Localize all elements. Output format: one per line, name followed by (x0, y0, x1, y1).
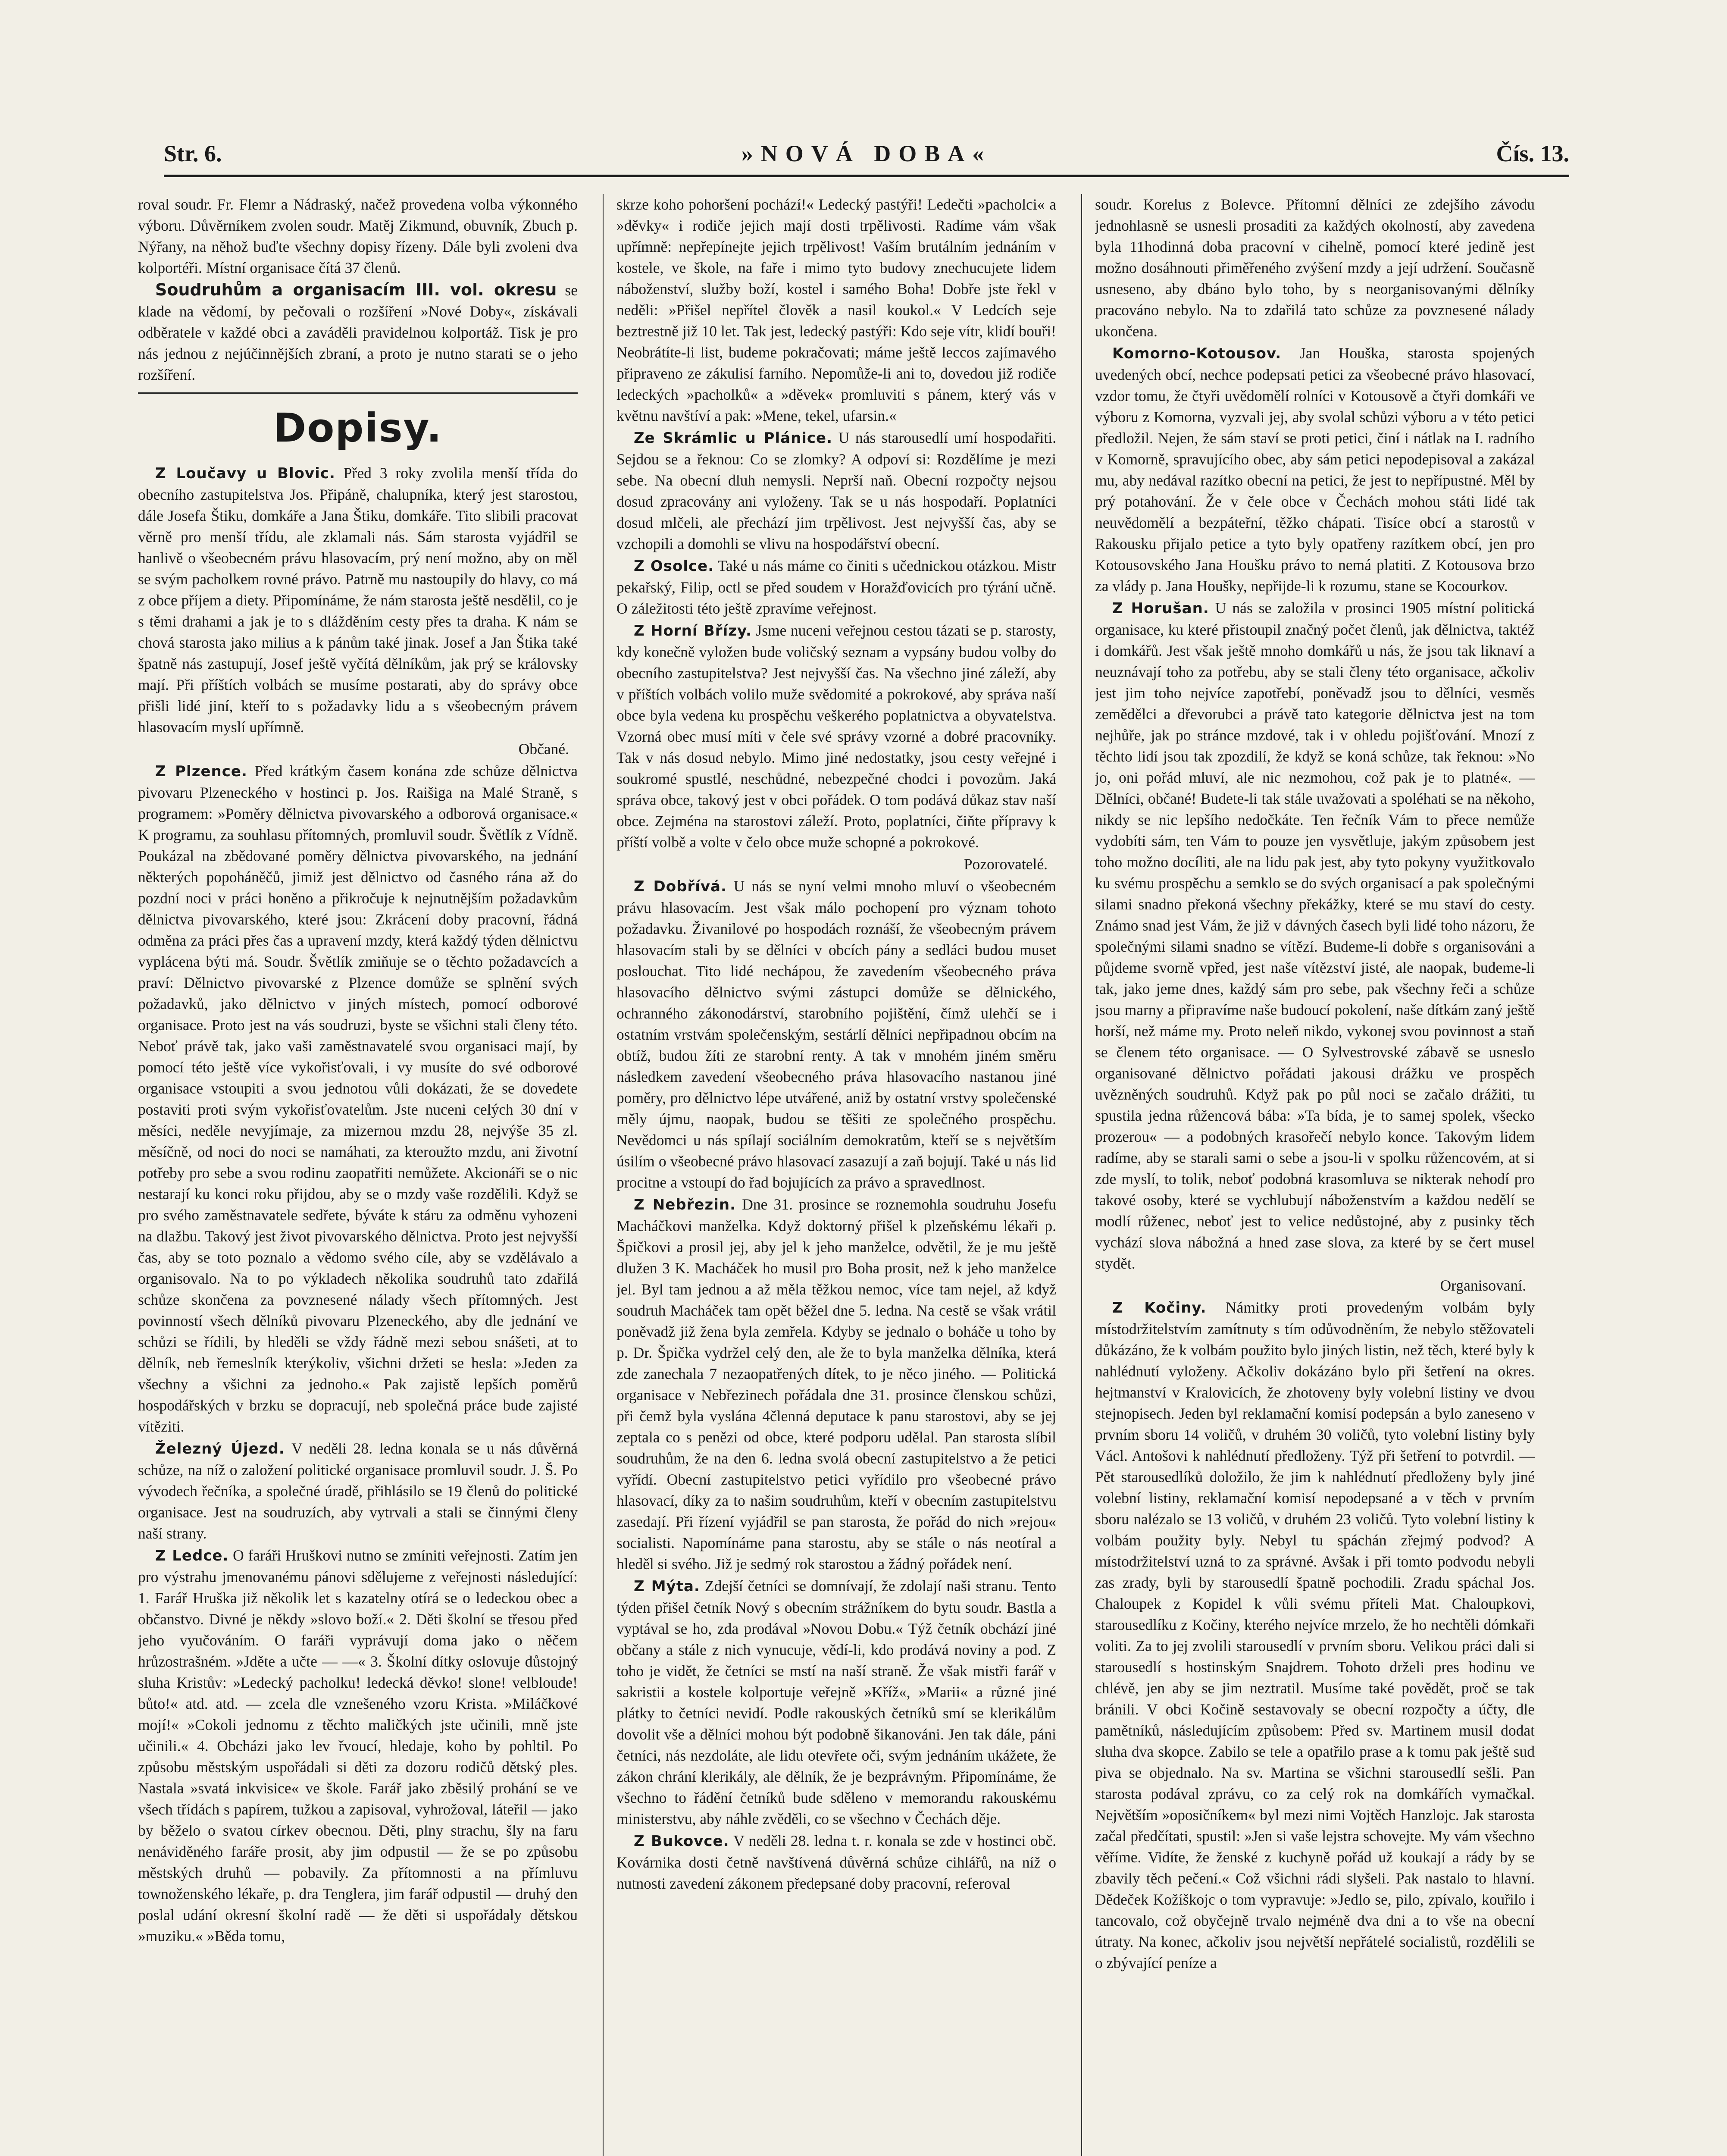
letter-place: Z Plzence. (155, 763, 247, 780)
letter-komorno (1095, 343, 1535, 597)
page-header (164, 127, 1569, 179)
letter-text: Jan Houška, starosta spojených uvedených obcí, nechce podepsati petici za všeobecné právo hlasovací, vzdor tomu, že čtyři uvědomělí rolníci v Kotousově a čtyři domkáři ve výboru z Komorna, vyzvali jej, aby svolal schůzi výboru a v této petici předložil. Nejen, že sám staví se proti petici, činí i nátlak na I. radního v Komorně, spravujícího obec, aby sám petici nepodepisoval a zakázal mu, aby nedával razítko obecní na petici, že jest to nepřípustné. Měl by prý potahování. Že v čele obce v Čechách mohou státi lidé tak neuvědomělí a bezpáteřní, těžko chápati. Tisíce obcí a starostů v Rakousku přijalo petice a tyto byly opatřeny razítkem obcí, jen pro Kotousovského Jana Houšku právo to nemá platiti. Z Kotousova brzo za vlády p. Jana Houšky, nepřijde-li k rozumu, stane se Kocourkov. (1095, 345, 1535, 595)
article-continuation: roval soudr. Fr. Flemr a Nádraský, načež provedena volba výkonného výboru. Důvěrníkem zvolen soudr. Matěj Zikmund, obuvník, Zbuch p. Nýřany, na něhož buďte všechny dopisy řízeny. Dále byli zvoleni dva kolportéři. Místní organisace čítá 37 členů. (138, 196, 578, 276)
column-3 (1095, 194, 1535, 2156)
letter-myto (616, 1576, 1056, 1830)
letter-place: Ze Skrámlic u Plánice. (634, 429, 833, 447)
letter-bukovec (616, 1830, 1056, 1894)
letter-bukovec-continued: soudr. Korelus z Bolevce. Přítomní dělníci ze zdejšího závodu jednohlasně se usnesli prosaditi za každých okolností, aby zavedena byla 11hodinná doba pracovní v cihelně, pomocí které jedině jest možno dosáhnouti přiměřeného zvýšení mzdy a její udržení. Současně usneseno, aby dbáno bylo toho, by s neorganisovanými dělníky pracováno nebylo. Na to zdařilá tato schůze za povznesené nálady ukončena. (1095, 196, 1535, 340)
letter-text: U nás se nyní velmi mnoho mluví o všeobecném právu hlasovacím. Jest však málo pochopení pro význam tohoto požadavku. Živanilové po hospodách roznáší, že všeobecným právem hlasovacím stali by se dělníci v obcích pány a sedláci budou muset poslouchat. Tito lidé nechápou, že zavedením všeobecného práva hlasovacího dělnictvo svými zástupci domůže se dělnického, ochranného zákonodárství, starobního pojištění, čímž ulehčí se i ostatním vrstvám společenským, sestárlí dělníci nepřipadnou obcím na obtíž, budou žíti ze starobní renty. A tak v mnohém jiném směru následkem zavedení všeobecného práva hlasovacího nastanou jiné poměry, pro dělnictvo lépe utvářené, aniž by ostatní vrstvy společenské měly újmu, naopak, budou se těšiti ze společného prospěchu. Nevědomci u nás spílají sociálním demokratům, kteří se s největším úsilím o všeobecné právo hlasovací zasazují a zaň bojují. Také u nás lid procitne a vstoupí do řad bojujících za právo a spravedlnost. (616, 877, 1056, 1191)
letter-signature: Organisovaní. (1440, 1277, 1526, 1294)
letter-text: Dne 31. prosince se roznemohla soudruhu Josefu Macháčkovi manželka. Když doktorný přišel k plzeňskému lékaři p. Špičkovi a prosil jej, aby jel k jeho manželce, odvětil, že je mu ještě dlužen 3 K. Macháček ho musil pro Boha prosit, než k jeho manželce jel. Byl tam jednou a až měla těžkou nemoc, více tam nejel, až když soudruh Macháček tam opět běžel dne 5. ledna. Na cestě se však vrátil poněvadž již žena byla zemřela. Kdyby se jednalo o boháče u toho by p. Dr. Špička vydržel celý den, ale že to byla manželka dělníka, která zde zanechala 7 nezaopatřených dítek, to je něco jiného. — Politická organisace v Nebřezinech pořádala dne 31. prosince členskou schůzi, při čemž byla vyslána 4členná deputace k panu starostovi, aby se jej zeptala co s penězi od obce, které podporu udělal. Pan starosta slíbil soudruhům, že na den 6. ledna svolá obecní zastupitelstvo a že petici vyřídí. Obecní zastupitelstvo petici vyřídilo pro všeobecné právo hlasovací, díky za to našim soudruhům, kteří v obecním zastupitelstvu zasedají. Při řízení vyjádřil se pan starosta, že pořád do nich »rejou« socialisti. Napomínáme pana starostu, aby se stále o nás neotíral a hleděl si svého. Již je sedmý rok starostou a žádný pořádek není. (616, 1196, 1056, 1573)
letter-nebrezin (616, 1194, 1056, 1575)
page-number: Str. 6. (164, 141, 222, 166)
letter-dobriv (616, 876, 1056, 1193)
letter-place: Z Nebřezin. (634, 1196, 736, 1213)
notice-paragraph (138, 279, 578, 385)
letter-kociny (1095, 1297, 1535, 1974)
letter-ledce (138, 1545, 578, 1947)
letter-place: Železný Újezd. (155, 1440, 285, 1457)
section-heading: Dopisy. (273, 405, 443, 451)
letter-place: Z Mýta. (634, 1578, 700, 1595)
notice-text: se klade na vědomí, by pečovali o rozšíření »Nové Doby«, získávali odběratele v každé obci a zaváděli pravidelnou kolportáž. Tisk je pro nás jednou z nejúčinnějších zbraní, a proto je nutno starati se o jeho rozšíření. (138, 282, 578, 383)
letter-text: U nás se založila v prosinci 1905 místní politická organisace, ku které přistoupil značný počet členů, jak dělnictva, taktéž i domkářů. Jest však ještě mnoho domkářů u nás, že jsou tak liknaví a neuznávají toho za potřebu, aby se stali členy této organisace, ačkoliv jest jim toho nejvíce zapotřebí, poněvadž jsou to dělníci, vesměs zemědělci a dřevorubci a právě tato kategorie dělnictva jest na tom nejhůře, jak po stránce mzdové, tak i v ohledu pojišťování. Mnozí z těchto lidí jsou tak zpozdilí, že když se koná schůze, tak řeknou: »No jo, oni pořád mluví, ale nic nezmohou, což pak je to platné«. — Dělníci, občané! Budete-li tak stále uvažovati a spoléhati se na někoho, nikdy se nic lepšího nedočkáte. Ten řečník Vám to přece nemůže vydobíti sám, ten Vám to pouze jen vysvětluje, jakým způsobem jest toho možno docíliti, ale na lidu pak jest, aby tyto pokyny využitkovalo ku svému prospěchu a semklo se do svých organisací a pak společnými silami snadno překoná všechny překážky, které se mu staví do cesty. Známo snad jest Vám, že již v dávných časech byli lidé toho názoru, že společnými silami snadno se vítězí. Budeme-li dobře s organisováni a půjdeme svorně vpřed, jest naše vítězství jisté, ale naopak, budeme-li tak, jako jeme dnes, každý sám pro sebe, pak všechny řeči a schůze jsou marny a připravíme naše budoucí pokolení, naše dítkám zaný ještě horší, než máme my. Proto neleň nikdo, vykonej svou povinnost a staň se členem této organisace. — O Sylvestrovské zábavě se usneslo organisované dělnictvo pořádati jakousi drážku ve prospěch uvězněných soudruhů. Když pak po půl noci se začalo drážiti, tu spustila jedna růžencová bába: »Ta bída, je to samej spolek, všecko prozerou« — a podobných krasořečí nebylo konce. Takovým lidem radíme, aby se starali sami o sebe a jsou-li v spolku růžencovém, at si zde myslí, to tolik, neboť podobná krasomluva se nikterak nehodí pro takové osoby, které se vychlubují náboženstvím a každou nedělí se modlí růženec, neboť jest to velice nedůstojné, aby z pusinky těch vychází slova nábožná a hned zase slova, za které by se čert musel stydět. (1095, 599, 1535, 1272)
letter-place: Z Kočiny. (1112, 1299, 1207, 1316)
header-rule (164, 175, 1569, 177)
letter-text: V neděli 28. ledna t. r. konala se zde v hostinci obč. Kovárnika dosti četně navštívená důvěrná schůze cihlářů, na níž o nutnosti zavedení zákonem předepsané doby pracovní, referoval (616, 1832, 1056, 1892)
letter-text: Námitky proti provedeným volbám byly místodržitelstvím zamítnuty s tím odůvodněním, že nebylo stěžovateli důkázáno, že k volbám použito bylo jiných listin, než těch, které byly k nahlédnutí vyloženy. Ačkoliv dokázáno bylo při šetření na okres. hejtmanství v Kralovicích, že zhotoveny byly volební listiny ve dvou stejnopisech. Jeden byl reklamační komisí podepsán a bylo zaneseno v prvním sboru 14 voličů, v druhém 30 voličů, tyto volební listiny byly Václ. Antošovi k nahlédnutí předloženy. Týž při šetření to potvrdil. — Pět starousedlíků doložilo, že jim k nahlédnutí předloženy byly jiné volební listiny, reklamační komisí nepodepsané a v těch v prvním sboru nalézalo se 13 voličů, v druhém 23 voličů. Tyto volební listiny k volbám použity byly. Nebyl tu spáchán zřejmý podvod? A místodržitelství uzná to za správné. Avšak i při tomto podvodu nebyli zas zrady, byli by starousedlí špatně pochodili. Zradu spáchal Jos. Chaloupek z Kopidel k vůli svému příteli Mat. Chaloupkovi, starousedlíku z Kočiny, kterého nejvíce mrzelo, že ho nechtěli dómkaři voliti. Za to jej zvolili starousedlí v prvním sboru. Velikou práci dali si starousedlí s hostinským Snajdrem. Tohoto drželi pres hodinu ve chlévě, jen aby se jim neztratil. Musíme také povědět, proč se tak bránili. V obci Kočině sestavovaly se obecní rozpočty a účty, dle pamětníků, následujícím způsobem: Před sv. Martinem musil dodat sluha dva skopce. Zabilo se tele a opatřilo prase a k tomu pak ještě sud piva se objednalo. Na sv. Martina se všichni starousedlí sešli. Pan starosta podával zprávu, co za celý rok na domkářích vymačkal. Největším »oposičníkem« byl mezi nimi Vojtěch Hanzlojc. Jak starosta začal předčítati, spustil: »Jen si vaše lejstra schovejte. My vám všechno věříme. Vidíte, že ženské z kuchyně pořád už koukají a rády by se zbavily těch pečení.« Což všichni rádi slyšeli. Pak nastalo to hlavní. Dědeček Kožíškojc o tom vypravuje: »Jedlo se, pilo, zpívalo, kouřilo i tancovalo, což obyčejně trvalo nejméně dva dni a to vše na obecní útraty. Na konec, ačkoliv jsou největší nepřátelé socialistů, rozdělili se o zbývající peníze a (1095, 1299, 1535, 1971)
notice-lead: Soudruhům a organisacím III. vol. okresu (155, 280, 557, 299)
letter-place: Komorno-Kotousov. (1112, 345, 1282, 362)
section-rule (138, 392, 578, 394)
letter-plzen (138, 761, 578, 1437)
letter-signature: Občané. (518, 740, 569, 758)
letter-osolce (616, 555, 1056, 619)
letter-horusan (1095, 598, 1535, 1274)
issue-number: Čís. 13. (1496, 141, 1569, 166)
letter-text: Jsme nuceni veřejnou cestou tázati se p. starosty, kdy konečně vyložen bude voličský seznam a vypsány budou volby do obecního zastupitelstva? Jest nejvyšší čas. Na všechno jiné záleží, aby v příštích volbách volilo muže svědomité a pokrokové, aby správa naší obce byla vedena ku prospěchu veškerého poplatnictva a obyvatelstva. Vzorná obec musí míti v čele své správy vzorné a dobré pracovníky. Tak v nás dosud nebylo. Mimo jiné nedostatky, jsou cesty veřejné i soukromé spustlé, neschůdné, nebezpečné chodci i povozům. Jaká správa obce, takový jest v obci pořádek. O tom podává důkaz stav naší obce. Zejména na starostovi záleží. Proto, poplatníci, čiňte přípravy k příští volbě a volte v čelo obce muže schopné a pokrokové. (616, 622, 1056, 851)
letter-signature: Pozorovatelé. (964, 856, 1048, 873)
letter-place: Z Loučavy u Blovic. (155, 465, 335, 482)
letter-text: V neděli 28. ledna konala se u nás důvěrná schůze, na níž o založení politické organisace promluvil soudr. J. Š. Po vývodech řečníka, a společné úradě, přihlásilo se 19 členů do politické organisace. Jest na soudruzích, aby vytrvali a stali se činnými členy naší strany. (138, 1440, 578, 1542)
letter-text: O faráři Hruškovi nutno se zmíniti veřejnosti. Zatím jen pro výstrahu jmenovanému pánovi sdělujeme z veřejnosti následující: 1. Farář Hruška již několik let s kazatelny otírá se o ledeckou obec a občanstvo. Divné je někdy »slovo boží.« 2. Děti školní se třesou před jeho vyučováním. O faráři vyprávují doma jako o něčem hrůzostrašném. »Jděte a učte — —« 3. Školní dítky oslovuje důstojný sluha Kristův: »Ledecký pacholku! ledecká děvko! slone! velbloude! bůto!« atd. atd. — zcela dle vznešeného vzoru Krista. »Miláčkové mojí!« »Cokoli jednomu z těchto maličkých jste učinili, mně jste učinili.« 4. Obcházi jako lev řvoucí, hledaje, koho by pohltil. Po způsobu městským uspořádali si děti za dozoru rodičů dětský ples. Nastala »svatá inkvisice« ve škole. Farář jako zběsilý prohání se ve všech třídách s papírem, tužkou a zapisoval, vyhrožoval, láteřil — jako by běželo o svatou církev obecnou. Děti, plny strachu, šly na faru nenáviděného faráře prosit, aby jim odpustil — že se po způsobu městských druhů — pobavily. Za přítomnosti a na přímluvu townoženského lékaře, p. dra Tenglera, jim farář odpustil — druhý den poslal udání okresní školní radě — že děti si uspořádaly dětskou »muziku.« »Běda tomu, (138, 1547, 578, 1945)
letter-text: Také u nás máme co činiti s učednickou otázkou. Mistr pekařský, Filip, octl se před soudem v Horažďovicích pro týrání učně. O záležitosti této ještě zpravíme veřejnost. (616, 557, 1056, 617)
column-1 (138, 194, 578, 2156)
column-divider-2 (1081, 194, 1082, 2156)
letter-place: Z Dobřívá. (634, 878, 727, 895)
letter-place: Z Horní Břízy. (634, 622, 752, 639)
letter-loucovy (138, 463, 578, 738)
letter-ujezd (138, 1438, 578, 1544)
letter-ledce-continued: skrze koho pohoršení pochází!« Ledecký pastýři! Ledečti »pacholci« a »děvky« i rodiče jejich mají dosti trpělivosti. Radíme vám však upřímně: nepřepínejte jejich trpělivost! Vaším brutálním jednáním v kostele, ve škole, na faře i mimo tyto budovy znechucujete lidem náboženství, služby boží, kostel i samého Boha! Dobře jste řekl v neděli: »Přišel nepřítel člověk a nasil koukol.« V Ledcích seje beztrestně již 10 let. Tak jest, ledecký pastýři: Kdo seje vítr, klidí bouři! Neobrátíte-li list, budeme pokračovati; máme ještě leccos zajímavého připraveno ze zákulisí farního. Nepomůže-li ani to, dovedou již rodiče ledeckých »pacholků« a »děvek« promluviti s pánem, který vás v květnu navštíví a pak: »Mene, tekel, ufarsin.« (616, 196, 1056, 424)
letter-place: Z Bukovce. (634, 1833, 729, 1850)
letter-text: Před krátkým časem konána zde schůze dělnictva pivovaru Plzeneckého v hostinci p. Jos. Raišiga na Malé Straně, s programem: »Poměry dělnictva pivovarského a odborová organisace.« K programu, za souhlasu přítomných, promluvil soudr. Švětlík z Vídně. Poukázal na zbědované poměry dělnictva pivovarského, na jednání některých popoháněčů, jimiž jest dělnictvo od časného rána až do pozdní noci v práci honěno a přikročuje k nejnutnějším požadavkům dělnictva pivovarského, které jsou: Zkrácení doby pracovní, řádná odměna za práci přes čas a upravení mzdy, která každý týden dělnictvu vyplácena býti má. Soudr. Švětlík zmiňuje se o těchto požadavcích a praví: Dělnictvo pivovarské z Plzence domůže se splnění svých požadavků, jako dělnictvo v jiných místech, pomocí odborové organisace. Proto jest na vás soudruzi, byste se všichni stali členy této. Neboť právě tak, jako vaši zaměstnavatelé svou organisaci mají, by pomocí této ještě více vykořisťovali, i vy musíte do své odborové organisace vstoupiti a svou jednotou vůli dokázati, že se dovedete postaviti proti svým vykořisťovatelům. Jste nuceni celých 30 dní v měsíci, neděle nevyjímaje, za mizernou mzdu 28, nejvýše 35 zl. měsíčně, od noci do noci se namáhati, za kteroužto mzdu, ani životní potřeby pro sebe a svou rodinu zaopatřiti nemůžete. Akcionáři se o nic nestarají ku konci roku přijdou, aby se o mzdy vaše rozdělili. Když se pro svého zaměstnavatele sedřete, býváte k stáru za odměnu vyhozeni na dlažbu. Takový jest život pivovarského dělnictva. Proto jest nejvyšší čas, aby se toto poznalo a vědomo svého cíle, aby se vzdělávalo a organisovalo. Na to po výkladech několika soudruhů tato zdařilá schůze skončena za povznesené nálady všech přítomných. Jest povinností všech dělníků pivovaru Plzeneckého, aby dle jednání ve schůzi se řídili, by hleděli se vždy řádně mezi sebou snášeti, at to dělník, neb řemeslník kterýkoliv, všichni držeti se hesla: »Jeden za všechny a všichni za jednoho.« Pak zajistě lepších poměrů hospodářských v brzku se dopracují, neb společná práce bude zajisté vítěziti. (138, 762, 578, 1435)
newspaper-title: »NOVÁ DOBA« (741, 141, 992, 166)
letter-text: Před 3 roky zvolila menší třída do obecního zastupitelstva Jos. Připáně, chalupníka, který jest starostou, dále Josefa Štiku, domkáře a Jana Štiku, domkáře. Tito slibili pracovat věrně pro menší třídu, ale zklamali nás. Sám starosta vyjádřil se hanlivě o všeobecném právu hlasovacím, prý není možno, aby on měl se svým pacholkem rovné právo. Patrně mu nastoupily do hlavy, co má z obce příjem a diety. Připomínáme, že nám starosta ještě nesdělil, co je s těmi drahami a jak je to s dlážděním cesty přes ta draha. K nám se chová starosta jako milius a k pánům také jinak. Josef a Jan Štika také špatně nás zastupují, Josef ještě vyčítá dělníkům, jak prý se královsky mají. Při příštích volbách se musíme postarati, aby do správy obce přišli lidé jiní, kteří to s požadavky lidu a s všeobecným právem hlasovacím myslí upřímně. (138, 464, 578, 736)
letter-place: Z Osolce. (634, 558, 714, 575)
letter-text: Zdejší četníci se domnívají, že zdolají naši stranu. Tento týden přišel četník Nový s obecním strážníkem do bytu soudr. Bastla a vyptával se ho, zda prodával »Novou Dobu.« Týž četník obchází jiné občany a stále z nich vynucuje, vědí-li, kdo prodává noviny a pod. Z toho je vidět, že četníci se mstí na naší straně. Že však mistři farář v sakristii a kostele kolportuje veřejně »Kříž«, »Marii« a různé jiné plátky to četníci nevidí. Podle rakouských četníků smí se klerikálům dovolit vše a dělníci mohou být podobně šikanováni. Jen tak dále, páni četníci, nás nezdoláte, ale lidu otevřete oči, svým jednáním ukážete, že zákon chrání klerikály, ale dělník, že je bezprávným. Připomínáme, že všechno to řádění četníků bude sděleno v memorandu rakouskému ministerstvu, aby náhle zvěděli, co se všechno v Čechách děje. (616, 1577, 1056, 1827)
letter-horni-brizy (616, 620, 1056, 853)
letter-text: U nás starousedlí umí hospodařiti. Sejdou se a řeknou: Co se zlomky? A odpoví si: Rozdělíme je mezi sebe. Na obecní dluh nemysli. Neprší naň. Obecní rozpočty nejsou dosud zpracovány ani vyloženy. Tak se u nás hospodaří. Poplatníci dosud mlčeli, ale přechází jim trpělivost. Jest nejvyšší čas, aby se vzchopili a domohli se vlivu na hospodářství obecní. (616, 429, 1056, 552)
column-2 (616, 194, 1056, 2156)
letter-place: Z Horušan. (1112, 600, 1209, 617)
column-divider-1 (603, 194, 604, 2156)
letter-skramlice (616, 427, 1056, 555)
letter-place: Z Ledce. (155, 1547, 229, 1564)
